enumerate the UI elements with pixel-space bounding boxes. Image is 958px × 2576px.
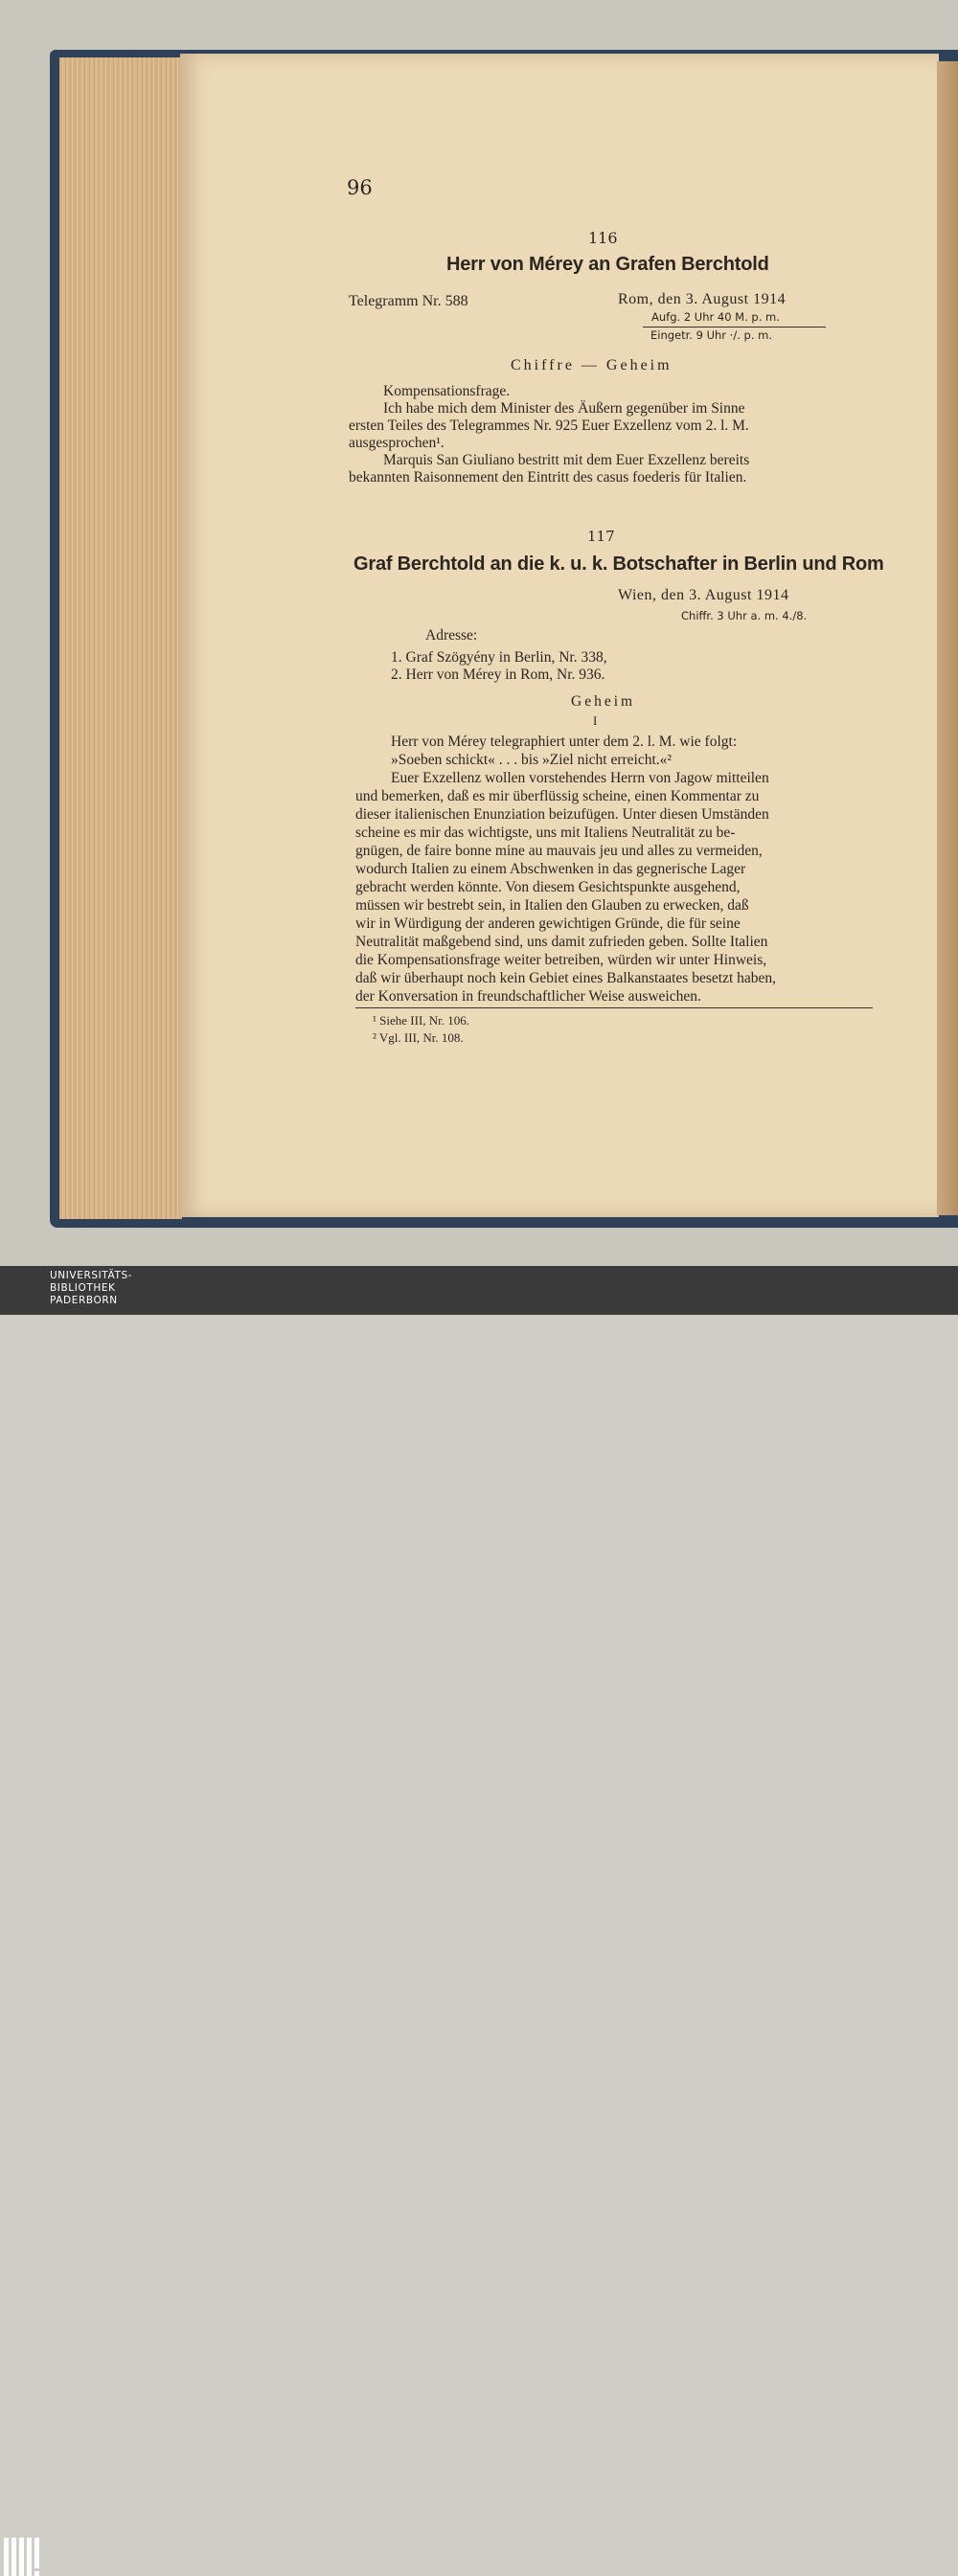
doc117-line: Neutralität maßgebend sind, uns damit zufrieden geben. Sollte Italien [355, 934, 768, 950]
doc117-line: Euer Exzellenz wollen vorstehendes Herrn von Jagow mitteilen [391, 770, 769, 786]
doc117-line: gebracht werden könnte. Von diesem Gesichtspunkte ausgehend, [355, 879, 741, 895]
doc116-line: ersten Teiles des Telegrammes Nr. 925 Euer Exzellenz vom 2. l. M. [349, 418, 749, 434]
library-name-line1: UNIVERSITÄTS- [50, 1270, 133, 1281]
library-name-line3: PADERBORN [50, 1295, 118, 1306]
footnote: ² Vgl. III, Nr. 108. [373, 1030, 464, 1045]
doc117-line: die Kompensationsfrage weiter betreiben, würden wir unter Hinweis, [355, 952, 767, 968]
doc117-line: und bemerken, daß es mir überflüssig scheine, einen Kommentar zu [355, 788, 760, 804]
doc116-number: 116 [588, 229, 618, 247]
page-number: 96 [347, 176, 373, 199]
doc117-line: wodurch Italien zu einem Abschwenken in das gegnerische Lager [355, 861, 746, 877]
doc116-eingetr: Eingetr. 9 Uhr ·/. p. m. [650, 328, 772, 342]
doc116-line: Ich habe mich dem Minister des Äußern gegenüber im Sinne [383, 400, 745, 417]
doc116-line: Marquis San Giuliano bestritt mit dem Euer Exzellenz bereits [383, 452, 750, 468]
doc116-telegram: Telegramm Nr. 588 [349, 293, 468, 309]
doc117-line: daß wir überhaupt noch kein Gebiet eines Balkanstaates besetzt haben, [355, 970, 777, 986]
doc117-line: dieser italienischen Enunziation beizufügen. Unter diesen Umständen [355, 806, 769, 823]
library-logo-icon [4, 2538, 42, 2576]
library-name-line2: BIBLIOTHEK [50, 1282, 116, 1294]
doc117-chiffr: Chiffr. 3 Uhr a. m. 4./8. [681, 609, 808, 622]
doc117-adresse-label: Adresse: [425, 627, 478, 644]
doc116-aufg-rule [643, 327, 826, 328]
footnote-rule [355, 1007, 873, 1008]
doc117-line: gnügen, de faire bonne mine au mauvais jeu und alles zu vermeiden, [355, 843, 763, 859]
doc117-line: der Konversation in freundschaftlicher Weise ausweichen. [355, 988, 701, 1005]
doc117-line: wir in Würdigung der anderen gewichtigen Gründe, die für seine [355, 915, 741, 932]
doc116-line: bekannten Raisonnement den Eintritt des casus foederis für Italien. [349, 469, 747, 486]
doc117-line: »Soeben schickt« . . . bis »Ziel nicht erreicht.«² [391, 752, 673, 768]
doc116-aufg: Aufg. 2 Uhr 40 M. p. m. [651, 310, 780, 324]
doc116-line: Kompensationsfrage. [383, 383, 511, 399]
doc117-address-line: 2. Herr von Mérey in Rom, Nr. 936. [391, 667, 605, 683]
doc117-line: Herr von Mérey telegraphiert unter dem 2. l. M. wie folgt: [391, 734, 738, 750]
library-footer [0, 1266, 958, 1315]
doc117-number: 117 [587, 528, 615, 545]
doc116-place-date: Rom, den 3. August 1914 [618, 291, 787, 307]
doc116-line: ausgesprochen¹. [349, 435, 445, 451]
doc116-title: Herr von Mérey an Grafen Berchtold [446, 254, 769, 275]
doc116-classification: Chiffre — Geheim [511, 357, 673, 373]
doc117-line: müssen wir bestrebt sein, in Italien den Glauben zu erwecken, daß [355, 897, 749, 914]
page-content [0, 0, 958, 1266]
doc117-line: scheine es mir das wichtigste, uns mit Italiens Neutralität zu be- [355, 825, 736, 841]
footnote: ¹ Siehe III, Nr. 106. [373, 1013, 470, 1028]
doc117-section: I [593, 713, 598, 728]
doc117-address-line: 1. Graf Szögyény in Berlin, Nr. 338, [391, 649, 607, 666]
doc117-classification: Geheim [571, 693, 636, 710]
doc117-title: Graf Berchtold an die k. u. k. Botschafter in Berlin und Rom [354, 554, 884, 575]
doc117-place-date: Wien, den 3. August 1914 [618, 587, 789, 603]
